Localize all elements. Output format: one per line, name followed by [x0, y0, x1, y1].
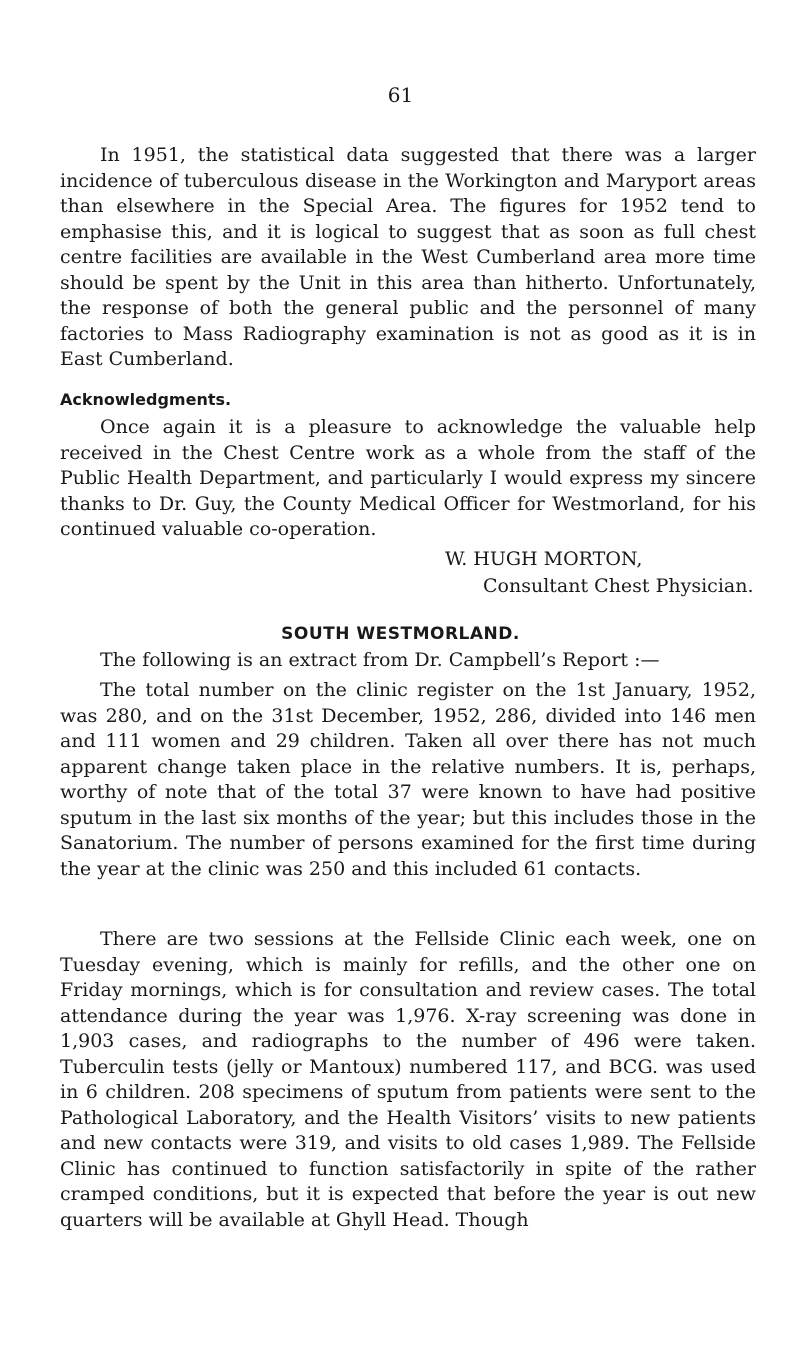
page-number: 61: [387, 83, 414, 107]
paragraph-fellside-clinic: There are two sessions at the Fellside Clinic each week, one on Tuesday evening, which is mainly for refills, and the other one on Friday mornings, which is for consultation and review cases. The total attendance during the year was 1,976. X-ray screening was done in 1,903 cases, and radiographs to the number of 496 were taken. Tuberculin tests (jelly or Mantoux) numbered 117, and BCG. was used in 6 children. 208 specimens of sputum from patients were sent to the Pathological Laboratory, and the Health Visitors’ visits to new patients and new contacts were 319, and visits to old cases 1,989. The Fellside Clinic has continued to function satisfactorily in spite of the rather cramped conditions, but it is expected that before the year is out new quarters will be available at Ghyll Head. Though: [60, 928, 756, 1231]
signature-block: [445, 546, 754, 600]
paragraph-clinic-register: The total number on the clinic register on the 1st January, 1952, was 280, and on the 31st December, 1952, 286, divided into 146 men and 111 women and 29 children. Taken all over there has not much apparent change taken place in the relative numbers. It is, perhaps, worthy of note that of the total 37 were known to have had positive sputum in the last six months of the year; but this includes those in the Sanatorium. The number of persons examined for the first time during the year at the clinic was 250 and this included 61 contacts.: [60, 679, 756, 880]
intro-line: The following is an extract from Dr. Campbell’s Report :—: [100, 649, 660, 671]
paragraph-mass-radiography: In 1951, the statistical data suggested that there was a larger incidence of tuberculous disease in the Workington and Maryport areas than elsewhere in the Special Area. The figures for 1952 tend to emphasise this, and it is logical to suggest that as soon as full chest centre facilities are available in the West Cumberland area more time should be spent by the Unit in this area than hitherto. Unfortunately, the response of both the general public and the personnel of many factories to Mass Radiography examination is not as good as it is in East Cumberland.: [60, 144, 756, 370]
acknowledgments-heading: Acknowledgments.: [60, 390, 232, 409]
section-heading-south-westmorland: SOUTH WESTMORLAND.: [281, 624, 520, 644]
signature-title: Consultant Chest Physician.: [483, 575, 754, 597]
signature-name: W. HUGH MORTON,: [445, 548, 643, 570]
paragraph-acknowledgments: Once again it is a pleasure to acknowledge the valuable help received in the Chest Centre work as a whole from the staff of the Public Health Department, and particularly I would express my sincere thanks to Dr. Guy, the County Medical Officer for Westmorland, for his continued valuable co-operation.: [60, 416, 756, 540]
